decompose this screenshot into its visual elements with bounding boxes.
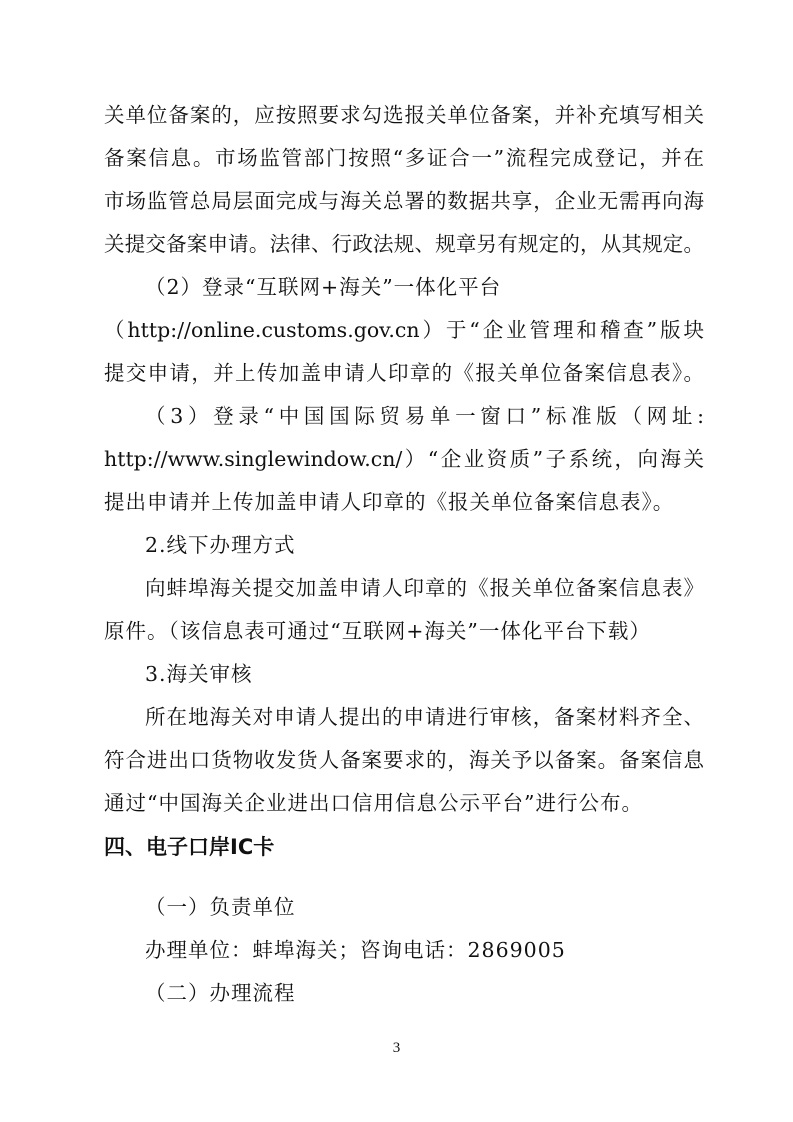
paragraph-line: 提出申请并上传加盖申请人印章的《报关单位备案信息表》。 <box>104 490 675 514</box>
page-number: 3 <box>392 1040 401 1056</box>
paragraph-line: 所在地海关对申请人提出的申请进行审核，备案材料齐全、 <box>145 705 704 729</box>
subsection-title: （一）负责单位 <box>145 895 296 919</box>
paragraph-line: 提交申请，并上传加盖申请人印章的《报关单位备案信息表》。 <box>104 361 704 385</box>
paragraph-line: 符合进出口货物收发货人备案要求的，海关予以备案。备案信息 <box>104 748 704 772</box>
paragraph-line: 市场监管总局层面完成与海关总署的数据共享，企业无需再向海 <box>104 189 704 213</box>
paragraph-line: （2）登录“互联网+海关”一体化平台 <box>145 275 502 299</box>
paragraph-line: 通过“中国海关企业进出口信用信息公示平台”进行公布。 <box>104 791 643 815</box>
subsection-title: 3.海关审核 <box>145 662 253 686</box>
paragraph-line: 备案信息。市场监管部门按照“多证合一”流程完成登记，并在 <box>104 146 704 170</box>
section-heading: 四、电子口岸IC卡 <box>104 835 275 859</box>
paragraph-line: 向蚌埠海关提交加盖申请人印章的《报关单位备案信息表》 <box>145 576 704 600</box>
paragraph-line: （3）登录“中国国际贸易单一窗口”标准版（网址: <box>145 404 704 428</box>
paragraph-line: 办理单位：蚌埠海关；咨询电话：2869005 <box>145 938 566 962</box>
paragraph-line: 原件。（该信息表可通过“互联网+海关”一体化平台下载） <box>104 619 651 643</box>
paragraph-line: 关提交备案申请。法律、行政法规、规章另有规定的，从其规定。 <box>104 232 704 256</box>
subsection-title: （二）办理流程 <box>145 981 296 1005</box>
paragraph-line: http://www.singlewindow.cn/）“企业资质”子系统，向海关 <box>104 447 704 471</box>
paragraph-line: （http://online.customs.gov.cn）于“企业管理和稽查”版块 <box>104 318 704 342</box>
paragraph-line: 关单位备案的，应按照要求勾选报关单位备案，并补充填写相关 <box>104 103 704 127</box>
subsection-title: 2.线下办理方式 <box>145 533 296 557</box>
